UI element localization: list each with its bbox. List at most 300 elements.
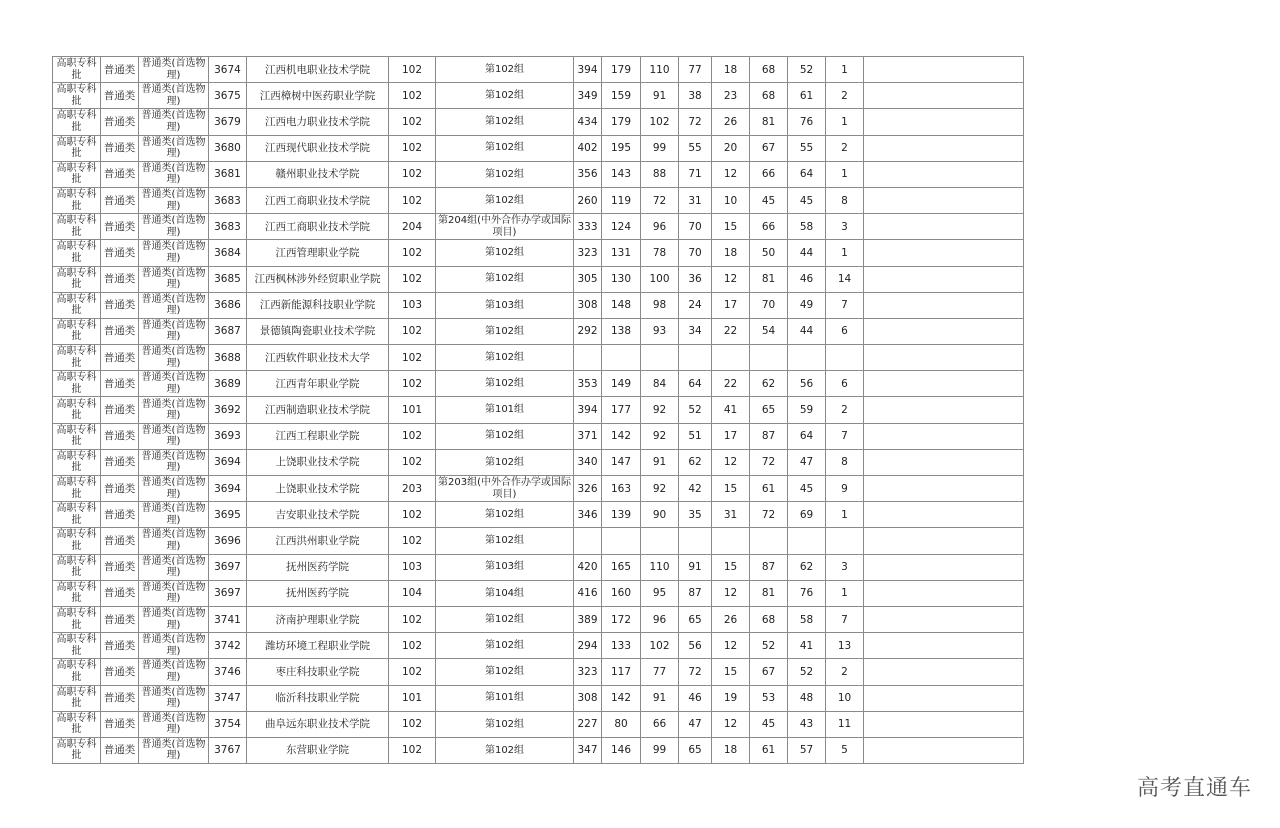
cell-batch: 高职专科批 <box>53 737 101 763</box>
watermark-text: 高考直通车 <box>1136 776 1252 801</box>
cell-batch: 高职专科批 <box>53 292 101 318</box>
table-row <box>53 83 1024 109</box>
cell-category: 普通类 <box>101 266 139 292</box>
cell-batch: 高职专科批 <box>53 161 101 187</box>
cell-c10: 99 <box>641 135 679 161</box>
cell-school-code: 3767 <box>209 737 247 763</box>
cell-subject-type: 普通类(首选物理) <box>139 161 209 187</box>
table-row <box>53 528 1024 554</box>
cell-c14: 44 <box>788 240 826 266</box>
cell-subject-type: 普通类(首选物理) <box>139 83 209 109</box>
table-row <box>53 606 1024 632</box>
cell-school-code: 3697 <box>209 554 247 580</box>
cell-c13 <box>750 528 788 554</box>
cell-c14: 52 <box>788 659 826 685</box>
table-row <box>53 57 1024 83</box>
cell-c11: 71 <box>679 161 712 187</box>
cell-group-name: 第102组 <box>436 266 574 292</box>
cell-school-name: 赣州职业技术学院 <box>247 161 389 187</box>
cell-c14: 58 <box>788 606 826 632</box>
cell-c11: 65 <box>679 606 712 632</box>
cell-c15: 1 <box>826 240 864 266</box>
cell-plan-count: 416 <box>574 580 602 606</box>
cell-group-code: 102 <box>389 633 436 659</box>
cell-c9 <box>602 528 641 554</box>
cell-c13: 87 <box>750 423 788 449</box>
cell-c14: 62 <box>788 554 826 580</box>
cell-category: 普通类 <box>101 83 139 109</box>
cell-group-name: 第102组 <box>436 345 574 371</box>
cell-c10: 96 <box>641 214 679 240</box>
cell-c9: 149 <box>602 371 641 397</box>
cell-c9: 179 <box>602 57 641 83</box>
cell-group-name: 第104组 <box>436 580 574 606</box>
cell-c15: 3 <box>826 214 864 240</box>
cell-c16 <box>864 345 1024 371</box>
cell-plan-count: 347 <box>574 737 602 763</box>
cell-c14: 55 <box>788 135 826 161</box>
cell-c12: 15 <box>712 214 750 240</box>
cell-c12: 17 <box>712 292 750 318</box>
table-row <box>53 187 1024 213</box>
cell-c13 <box>750 345 788 371</box>
cell-c10: 102 <box>641 633 679 659</box>
cell-subject-type: 普通类(首选物理) <box>139 292 209 318</box>
cell-category: 普通类 <box>101 318 139 344</box>
cell-plan-count: 333 <box>574 214 602 240</box>
cell-school-code: 3692 <box>209 397 247 423</box>
cell-school-code: 3688 <box>209 345 247 371</box>
cell-c11: 31 <box>679 187 712 213</box>
cell-c15: 7 <box>826 292 864 318</box>
table-row <box>53 476 1024 502</box>
cell-subject-type: 普通类(首选物理) <box>139 606 209 632</box>
cell-school-code: 3689 <box>209 371 247 397</box>
cell-school-code: 3680 <box>209 135 247 161</box>
cell-subject-type: 普通类(首选物理) <box>139 371 209 397</box>
cell-c16 <box>864 161 1024 187</box>
cell-c12: 12 <box>712 266 750 292</box>
cell-c13: 68 <box>750 57 788 83</box>
cell-group-code: 102 <box>389 240 436 266</box>
cell-school-code: 3683 <box>209 187 247 213</box>
cell-c16 <box>864 659 1024 685</box>
cell-category: 普通类 <box>101 633 139 659</box>
cell-c16 <box>864 554 1024 580</box>
cell-c12: 12 <box>712 580 750 606</box>
cell-batch: 高职专科批 <box>53 685 101 711</box>
table-row <box>53 240 1024 266</box>
cell-batch: 高职专科批 <box>53 476 101 502</box>
cell-group-code: 103 <box>389 554 436 580</box>
cell-subject-type: 普通类(首选物理) <box>139 711 209 737</box>
cell-subject-type: 普通类(首选物理) <box>139 449 209 475</box>
cell-group-code: 102 <box>389 187 436 213</box>
cell-group-name: 第102组 <box>436 371 574 397</box>
cell-group-name: 第102组 <box>436 187 574 213</box>
cell-group-name: 第102组 <box>436 737 574 763</box>
cell-school-name: 抚州医药学院 <box>247 554 389 580</box>
cell-c10: 78 <box>641 240 679 266</box>
table-row <box>53 449 1024 475</box>
cell-plan-count: 394 <box>574 57 602 83</box>
cell-c11: 87 <box>679 580 712 606</box>
cell-group-name: 第101组 <box>436 685 574 711</box>
cell-category: 普通类 <box>101 397 139 423</box>
cell-subject-type: 普通类(首选物理) <box>139 318 209 344</box>
cell-c9: 117 <box>602 659 641 685</box>
cell-c12: 18 <box>712 240 750 266</box>
cell-c14: 59 <box>788 397 826 423</box>
cell-batch: 高职专科批 <box>53 135 101 161</box>
cell-c14: 43 <box>788 711 826 737</box>
cell-c15: 2 <box>826 83 864 109</box>
cell-c13: 66 <box>750 161 788 187</box>
table-row <box>53 737 1024 763</box>
cell-c15: 1 <box>826 502 864 528</box>
cell-school-name: 江西洪州职业学院 <box>247 528 389 554</box>
cell-group-name: 第102组 <box>436 528 574 554</box>
cell-school-name: 枣庄科技职业学院 <box>247 659 389 685</box>
cell-batch: 高职专科批 <box>53 711 101 737</box>
cell-c9: 163 <box>602 476 641 502</box>
table-row <box>53 397 1024 423</box>
cell-c13: 68 <box>750 606 788 632</box>
cell-plan-count: 394 <box>574 397 602 423</box>
cell-c16 <box>864 266 1024 292</box>
cell-school-name: 江西樟树中医药职业学院 <box>247 83 389 109</box>
cell-plan-count: 420 <box>574 554 602 580</box>
cell-subject-type: 普通类(首选物理) <box>139 345 209 371</box>
cell-group-code: 102 <box>389 737 436 763</box>
table-row <box>53 318 1024 344</box>
cell-subject-type: 普通类(首选物理) <box>139 109 209 135</box>
cell-plan-count: 402 <box>574 135 602 161</box>
cell-plan-count: 308 <box>574 685 602 711</box>
cell-c15: 2 <box>826 659 864 685</box>
cell-plan-count: 260 <box>574 187 602 213</box>
cell-batch: 高职专科批 <box>53 554 101 580</box>
cell-subject-type: 普通类(首选物理) <box>139 580 209 606</box>
cell-c16 <box>864 397 1024 423</box>
cell-c16 <box>864 318 1024 344</box>
cell-c14: 48 <box>788 685 826 711</box>
cell-c11: 70 <box>679 240 712 266</box>
cell-c14: 76 <box>788 109 826 135</box>
cell-c10: 102 <box>641 109 679 135</box>
cell-plan-count: 308 <box>574 292 602 318</box>
cell-c12: 26 <box>712 606 750 632</box>
cell-group-name: 第102组 <box>436 423 574 449</box>
cell-c15: 1 <box>826 580 864 606</box>
cell-subject-type: 普通类(首选物理) <box>139 633 209 659</box>
cell-category: 普通类 <box>101 292 139 318</box>
cell-school-code: 3747 <box>209 685 247 711</box>
cell-plan-count: 326 <box>574 476 602 502</box>
cell-c12: 19 <box>712 685 750 711</box>
table-row <box>53 371 1024 397</box>
cell-c9: 139 <box>602 502 641 528</box>
cell-c9: 143 <box>602 161 641 187</box>
cell-group-name: 第102组 <box>436 633 574 659</box>
cell-c9: 130 <box>602 266 641 292</box>
cell-c9: 159 <box>602 83 641 109</box>
cell-c16 <box>864 423 1024 449</box>
table-row <box>53 214 1024 240</box>
cell-c12: 22 <box>712 318 750 344</box>
cell-c11: 46 <box>679 685 712 711</box>
cell-c12: 20 <box>712 135 750 161</box>
cell-c9: 142 <box>602 685 641 711</box>
cell-batch: 高职专科批 <box>53 659 101 685</box>
table-row <box>53 633 1024 659</box>
cell-c11: 70 <box>679 214 712 240</box>
cell-school-code: 3696 <box>209 528 247 554</box>
cell-c11: 77 <box>679 57 712 83</box>
cell-school-name: 江西工程职业学院 <box>247 423 389 449</box>
cell-category: 普通类 <box>101 737 139 763</box>
cell-subject-type: 普通类(首选物理) <box>139 240 209 266</box>
cell-c14: 56 <box>788 371 826 397</box>
cell-c14: 57 <box>788 737 826 763</box>
cell-category: 普通类 <box>101 109 139 135</box>
cell-c15: 7 <box>826 423 864 449</box>
cell-c11: 47 <box>679 711 712 737</box>
cell-c15: 1 <box>826 57 864 83</box>
table-row <box>53 580 1024 606</box>
cell-school-name: 江西制造职业技术学院 <box>247 397 389 423</box>
cell-c14: 49 <box>788 292 826 318</box>
cell-c9: 147 <box>602 449 641 475</box>
cell-category: 普通类 <box>101 187 139 213</box>
cell-subject-type: 普通类(首选物理) <box>139 502 209 528</box>
cell-batch: 高职专科批 <box>53 397 101 423</box>
cell-c14: 45 <box>788 187 826 213</box>
cell-c13: 62 <box>750 371 788 397</box>
cell-group-name: 第204组(中外合作办学或国际项目) <box>436 214 574 240</box>
cell-c16 <box>864 711 1024 737</box>
cell-c16 <box>864 502 1024 528</box>
cell-school-name: 东营职业学院 <box>247 737 389 763</box>
cell-c9: 179 <box>602 109 641 135</box>
cell-c12: 12 <box>712 633 750 659</box>
cell-category: 普通类 <box>101 449 139 475</box>
cell-group-code: 102 <box>389 57 436 83</box>
cell-c15: 6 <box>826 318 864 344</box>
cell-c9: 124 <box>602 214 641 240</box>
cell-c13: 70 <box>750 292 788 318</box>
cell-c9: 146 <box>602 737 641 763</box>
cell-c14 <box>788 528 826 554</box>
cell-category: 普通类 <box>101 214 139 240</box>
cell-group-name: 第103组 <box>436 292 574 318</box>
cell-c10: 110 <box>641 57 679 83</box>
cell-c15: 8 <box>826 449 864 475</box>
cell-c12: 10 <box>712 187 750 213</box>
cell-c11: 38 <box>679 83 712 109</box>
cell-c10: 72 <box>641 187 679 213</box>
cell-c16 <box>864 633 1024 659</box>
cell-c11: 42 <box>679 476 712 502</box>
cell-c10: 100 <box>641 266 679 292</box>
cell-c13: 61 <box>750 476 788 502</box>
cell-c13: 81 <box>750 109 788 135</box>
cell-batch: 高职专科批 <box>53 606 101 632</box>
cell-group-name: 第102组 <box>436 318 574 344</box>
cell-school-code: 3679 <box>209 109 247 135</box>
cell-c11: 52 <box>679 397 712 423</box>
cell-school-name: 景德镇陶瓷职业技术学院 <box>247 318 389 344</box>
cell-c15: 2 <box>826 397 864 423</box>
cell-group-code: 102 <box>389 161 436 187</box>
cell-c16 <box>864 187 1024 213</box>
cell-category: 普通类 <box>101 685 139 711</box>
cell-group-code: 103 <box>389 292 436 318</box>
cell-subject-type: 普通类(首选物理) <box>139 423 209 449</box>
cell-c11 <box>679 345 712 371</box>
cell-batch: 高职专科批 <box>53 187 101 213</box>
cell-batch: 高职专科批 <box>53 580 101 606</box>
cell-school-name: 上饶职业技术学院 <box>247 449 389 475</box>
cell-subject-type: 普通类(首选物理) <box>139 135 209 161</box>
cell-school-code: 3695 <box>209 502 247 528</box>
cell-c12: 15 <box>712 554 750 580</box>
cell-school-name: 济南护理职业学院 <box>247 606 389 632</box>
cell-school-name: 江西软件职业技术大学 <box>247 345 389 371</box>
cell-category: 普通类 <box>101 659 139 685</box>
cell-school-name: 潍坊环境工程职业学院 <box>247 633 389 659</box>
cell-c15 <box>826 528 864 554</box>
cell-c14: 64 <box>788 161 826 187</box>
cell-c11: 24 <box>679 292 712 318</box>
table-row <box>53 109 1024 135</box>
cell-c11: 36 <box>679 266 712 292</box>
cell-c11: 91 <box>679 554 712 580</box>
cell-c10: 91 <box>641 449 679 475</box>
cell-c14: 76 <box>788 580 826 606</box>
cell-category: 普通类 <box>101 476 139 502</box>
cell-group-name: 第101组 <box>436 397 574 423</box>
cell-school-name: 江西机电职业技术学院 <box>247 57 389 83</box>
cell-group-code: 102 <box>389 528 436 554</box>
cell-category: 普通类 <box>101 580 139 606</box>
cell-c16 <box>864 606 1024 632</box>
cell-c9: 172 <box>602 606 641 632</box>
cell-c10: 110 <box>641 554 679 580</box>
cell-category: 普通类 <box>101 423 139 449</box>
cell-c9: 148 <box>602 292 641 318</box>
cell-group-code: 102 <box>389 449 436 475</box>
cell-category: 普通类 <box>101 711 139 737</box>
cell-c10: 98 <box>641 292 679 318</box>
cell-batch: 高职专科批 <box>53 502 101 528</box>
cell-c9: 131 <box>602 240 641 266</box>
cell-c9: 195 <box>602 135 641 161</box>
cell-c16 <box>864 449 1024 475</box>
cell-c10: 84 <box>641 371 679 397</box>
cell-group-name: 第102组 <box>436 109 574 135</box>
cell-school-name: 抚州医药学院 <box>247 580 389 606</box>
cell-c13: 45 <box>750 711 788 737</box>
cell-school-code: 3683 <box>209 214 247 240</box>
table-row <box>53 659 1024 685</box>
cell-subject-type: 普通类(首选物理) <box>139 187 209 213</box>
cell-c13: 67 <box>750 135 788 161</box>
cell-c10: 99 <box>641 737 679 763</box>
cell-c15: 14 <box>826 266 864 292</box>
cell-c12: 15 <box>712 659 750 685</box>
cell-c14: 69 <box>788 502 826 528</box>
cell-category: 普通类 <box>101 554 139 580</box>
cell-plan-count: 353 <box>574 371 602 397</box>
cell-plan-count <box>574 528 602 554</box>
cell-plan-count: 346 <box>574 502 602 528</box>
cell-c9: 177 <box>602 397 641 423</box>
cell-c12 <box>712 528 750 554</box>
cell-c10 <box>641 528 679 554</box>
cell-plan-count: 340 <box>574 449 602 475</box>
cell-c15: 2 <box>826 135 864 161</box>
cell-school-name: 江西电力职业技术学院 <box>247 109 389 135</box>
cell-plan-count: 356 <box>574 161 602 187</box>
cell-plan-count: 371 <box>574 423 602 449</box>
cell-c14: 45 <box>788 476 826 502</box>
table-row <box>53 345 1024 371</box>
cell-school-code: 3754 <box>209 711 247 737</box>
cell-c12: 18 <box>712 737 750 763</box>
cell-school-code: 3685 <box>209 266 247 292</box>
cell-school-name: 上饶职业技术学院 <box>247 476 389 502</box>
cell-c10: 92 <box>641 423 679 449</box>
cell-group-code: 203 <box>389 476 436 502</box>
cell-c9: 80 <box>602 711 641 737</box>
cell-c9: 119 <box>602 187 641 213</box>
cell-school-code: 3694 <box>209 449 247 475</box>
cell-c10: 90 <box>641 502 679 528</box>
cell-group-code: 102 <box>389 109 436 135</box>
cell-category: 普通类 <box>101 528 139 554</box>
cell-c16 <box>864 135 1024 161</box>
cell-batch: 高职专科批 <box>53 240 101 266</box>
cell-c11: 56 <box>679 633 712 659</box>
cell-school-code: 3697 <box>209 580 247 606</box>
cell-group-code: 102 <box>389 659 436 685</box>
cell-plan-count: 434 <box>574 109 602 135</box>
cell-group-code: 102 <box>389 83 436 109</box>
cell-batch: 高职专科批 <box>53 318 101 344</box>
cell-category: 普通类 <box>101 606 139 632</box>
cell-school-name: 临沂科技职业学院 <box>247 685 389 711</box>
cell-c14 <box>788 345 826 371</box>
cell-school-name: 吉安职业技术学院 <box>247 502 389 528</box>
cell-school-code: 3742 <box>209 633 247 659</box>
cell-c11: 72 <box>679 109 712 135</box>
cell-group-code: 102 <box>389 135 436 161</box>
cell-group-name: 第102组 <box>436 606 574 632</box>
cell-c13: 53 <box>750 685 788 711</box>
cell-group-name: 第102组 <box>436 240 574 266</box>
table-row <box>53 135 1024 161</box>
cell-plan-count: 323 <box>574 240 602 266</box>
cell-school-code: 3684 <box>209 240 247 266</box>
cell-subject-type: 普通类(首选物理) <box>139 57 209 83</box>
cell-batch: 高职专科批 <box>53 423 101 449</box>
cell-c15: 1 <box>826 109 864 135</box>
cell-c12: 12 <box>712 449 750 475</box>
cell-school-code: 3694 <box>209 476 247 502</box>
cell-batch: 高职专科批 <box>53 57 101 83</box>
cell-c10: 88 <box>641 161 679 187</box>
